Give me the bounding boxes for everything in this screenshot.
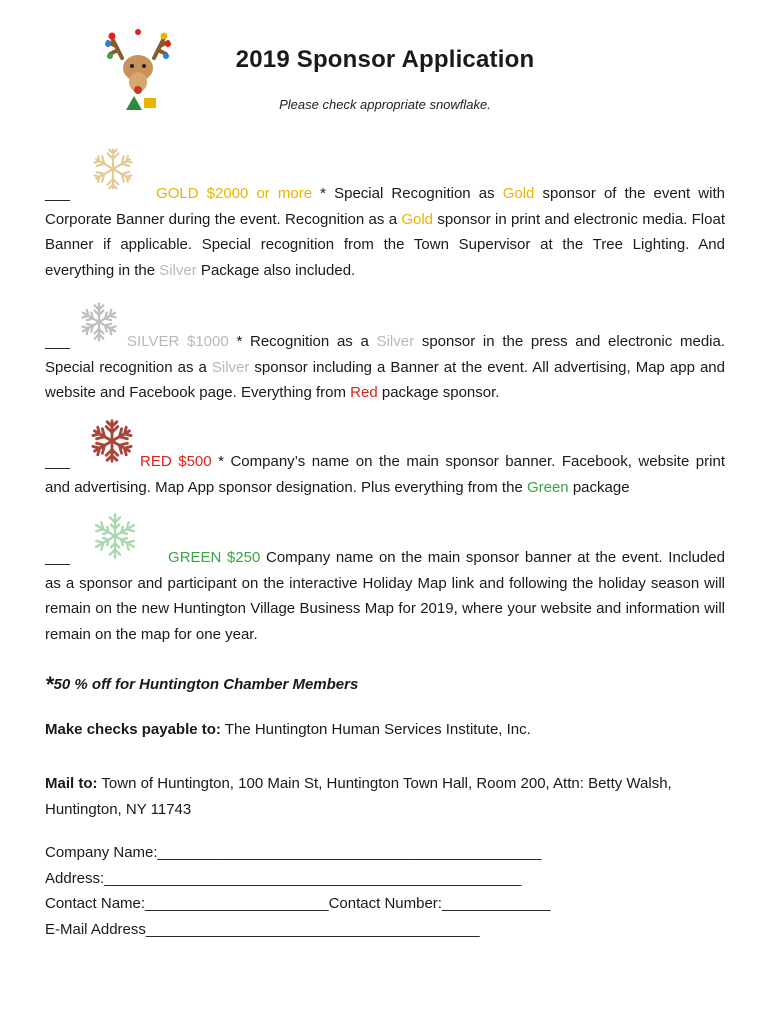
silver-tier-label: SILVER $1000 [127, 333, 229, 350]
gold-tier-label: GOLD $2000 or more [156, 185, 313, 202]
contact-number-field[interactable]: Contact Number:_____________ [328, 895, 551, 912]
chamber-discount-note: *50 % off for Huntington Chamber Members [45, 672, 359, 697]
checks-payable-line: Make checks payable to: The Huntington Human Services Institute, Inc. [45, 721, 531, 738]
red-checkbox-blank[interactable]: ___ [45, 453, 71, 470]
silver-checkbox-blank[interactable]: ___ [45, 333, 71, 350]
page-subtitle: Please check appropriate snowflake. [279, 97, 491, 112]
company-name-field[interactable]: Company Name:______________________________________________ [45, 844, 542, 861]
green-tier-paragraph: ___ GREEN $250 Company name on the main sponsor banner at the event. Included as a sponsor and participant on the interactive Holiday Map link and following the holiday season will remain on the new Huntington Village Business Map for 2019, where your website and information will remain on the map for one year. [45, 549, 725, 643]
contact-form [45, 840, 550, 942]
green-checkbox-blank[interactable]: ___ [45, 549, 71, 566]
contact-name-field[interactable]: Contact Name:______________________ [45, 895, 329, 912]
gold-checkbox-blank[interactable]: ___ [45, 185, 71, 202]
email-address-field[interactable]: E-Mail Address________________________________________ [45, 920, 480, 938]
gold-tier-paragraph: ___ GOLD $2000 or more * Special Recognition as Gold sponsor of the event with Corporate Banner during the event. Recognition as a Gold sponsor in print and electronic media. Float Banner if applicable. Special recognition from the Town Supervisor at the Tree Lighting. And everything in the Silver Package also included. [45, 185, 725, 279]
green-tier-label: GREEN $250 [168, 549, 261, 566]
mail-to-line: Mail to: Town of Huntington, 100 Main St, Huntington Town Hall, Room 200, Attn: Betty Walsh, Huntington, NY 11743 [45, 775, 672, 818]
silver-tier-paragraph: ___ SILVER $1000 * Recognition as a Silver sponsor in the press and electronic media. Special recognition as a Silver sponsor including a Banner at the event. All advertising, Map app and website and Facebook page. Everything from Red package sponsor. [45, 333, 726, 401]
address-field[interactable]: Address:__________________________________________________ [45, 869, 522, 887]
red-tier-label: RED $500 [140, 453, 212, 470]
red-tier-paragraph: ___ RED $500 * Company’s name on the main sponsor banner. Facebook, website print and advertising. Map App sponsor designation. Plus everything from the Green package [45, 453, 725, 496]
page-title: 2019 Sponsor Application [235, 46, 535, 73]
